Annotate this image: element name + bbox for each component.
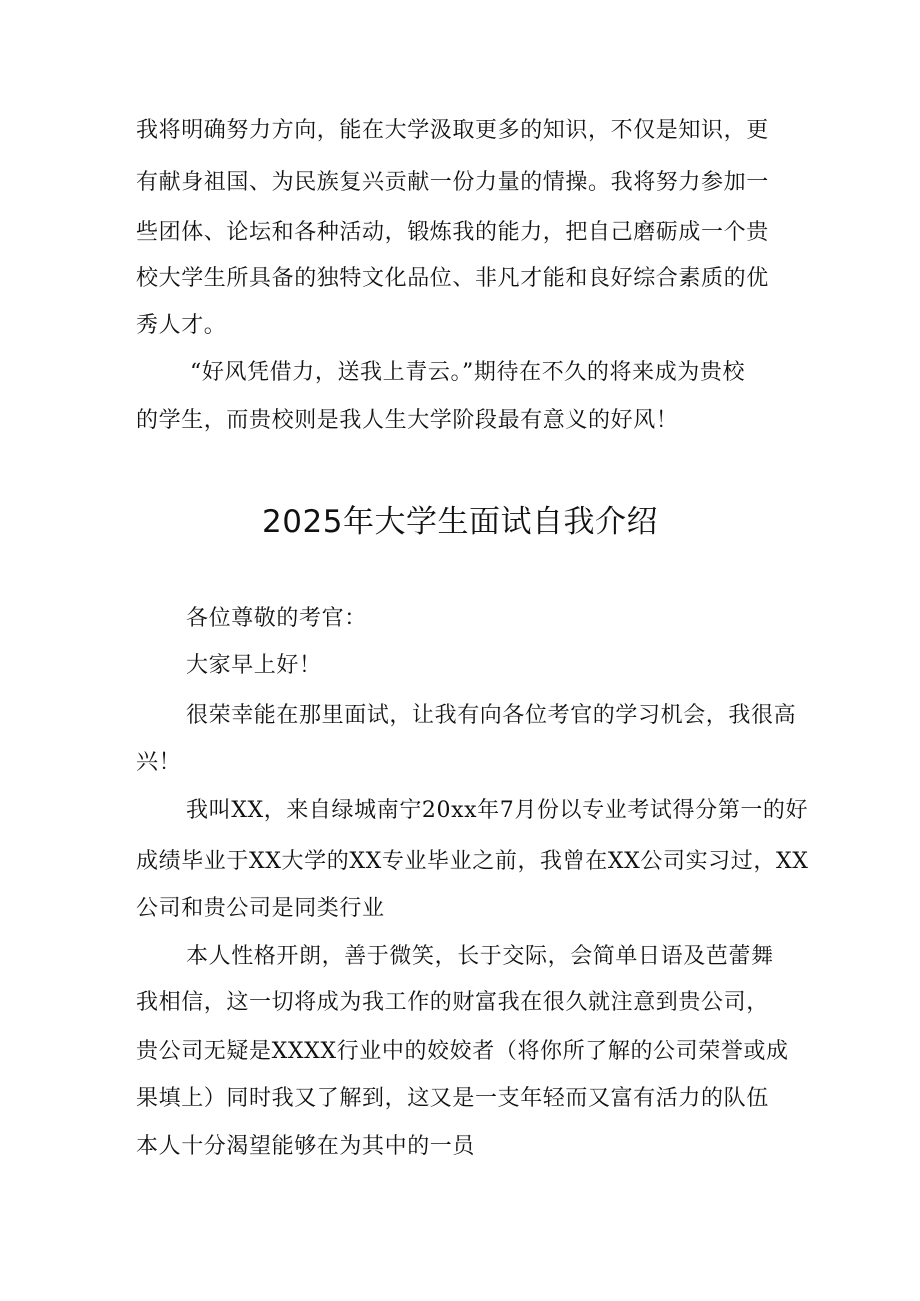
page-title: 2025年大学生面试自我介绍 — [262, 504, 658, 540]
paragraph-3-line: 本人性格开朗，善于微笑，长于交际，会简单日语及芭蕾舞 — [186, 944, 774, 969]
paragraph-1-line: 兴！ — [136, 750, 182, 775]
paragraph-3-line: 果填上）同时我又了解到，这又是一支年轻而又富有活力的队伍 — [136, 1086, 769, 1111]
intro-paragraph-1-line: 有献身祖国、为民族复兴贡献一份力量的情操。我将努力参加一 — [136, 170, 769, 195]
intro-paragraph-1-line: 我将明确努力方向，能在大学汲取更多的知识，不仅是知识，更 — [136, 118, 769, 143]
paragraph-2-line: 成绩毕业于XX大学的XX专业毕业之前，我曾在XX公司实习过，XX — [136, 849, 809, 874]
paragraph-3-line: 本人十分渴望能够在为其中的一员 — [136, 1134, 476, 1159]
paragraph-3-line: 贵公司无疑是XXXX行业中的姣姣者（将你所了解的公司荣誉或成 — [136, 1039, 789, 1064]
paragraph-3-line: 我相信，这一切将成为我工作的财富我在很久就注意到贵公司， — [136, 990, 769, 1015]
paragraph-1-line: 很荣幸能在那里面试，让我有向各位考官的学习机会，我很高 — [186, 703, 797, 728]
intro-paragraph-1-line: 校大学生所具备的独特文化品位、非凡才能和良好综合素质的优 — [136, 266, 769, 291]
intro-paragraph-2-line: 的学生，而贵校则是我人生大学阶段最有意义的好风！ — [136, 408, 679, 433]
salutation: 大家早上好！ — [186, 653, 322, 678]
intro-paragraph-1-line: 些团体、论坛和各种活动，锻炼我的能力，把自己磨砺成一个贵 — [136, 220, 769, 245]
paragraph-2-line: 我叫XX，来自绿城南宁20xx年7月份以专业考试得分第一的好 — [186, 798, 809, 823]
greeting: 各位尊敬的考官： — [186, 606, 367, 631]
intro-paragraph-1-line: 秀人才。 — [136, 313, 227, 338]
intro-paragraph-2-line: “好风凭借力，送我上青云。”期待在不久的将来成为贵校 — [190, 360, 746, 385]
paragraph-2-line: 公司和贵公司是同类行业 — [136, 896, 385, 921]
